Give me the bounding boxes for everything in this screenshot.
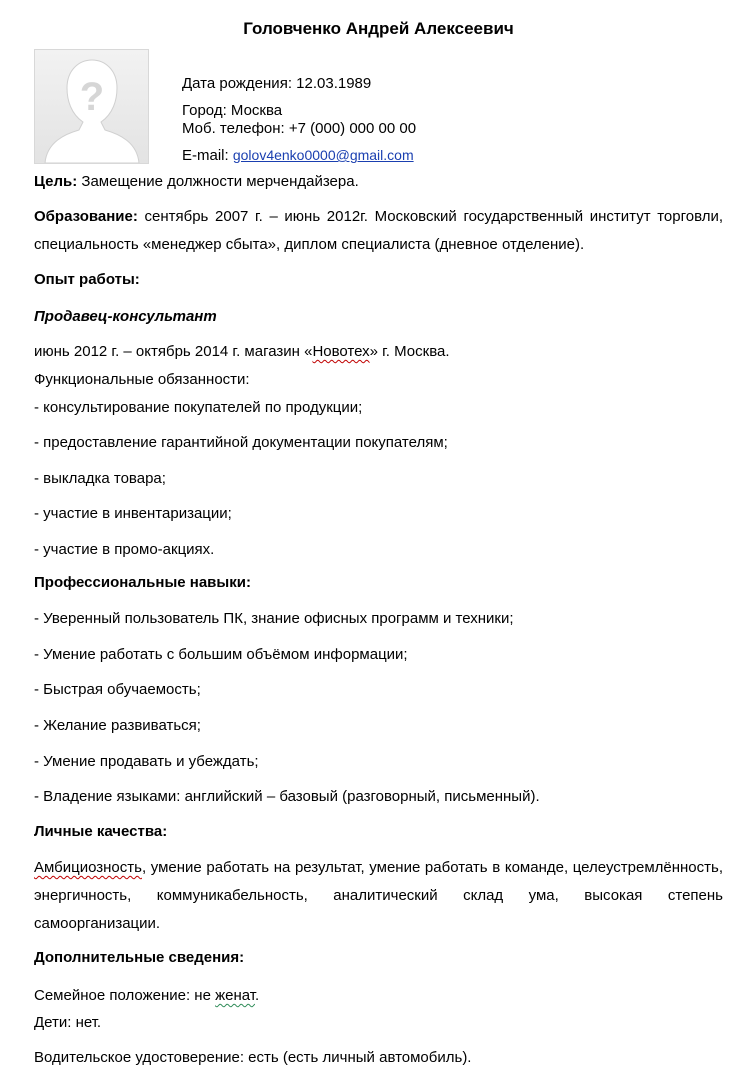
svg-text:?: ? <box>79 75 105 119</box>
additional-heading: Дополнительные сведения: <box>34 949 245 966</box>
skill-item: - Умение работать с большим объёмом информации; <box>34 646 408 663</box>
goal-line <box>34 173 359 190</box>
goal-text: Замещение должности мерчендайзера. <box>81 173 359 190</box>
marital-text-end: . <box>254 987 260 1004</box>
duty-item: - консультирование покупателей по продукции; <box>34 399 363 416</box>
period-text-end: » г. Москва. <box>369 343 450 360</box>
marital-word: женат <box>215 987 255 1004</box>
birth-date-label: Дата рождения: <box>182 75 292 92</box>
employment-period <box>34 343 450 360</box>
goal-label: Цель: <box>34 173 78 190</box>
children-line: Дети: нет. <box>34 1014 102 1031</box>
education-label: Образование: <box>34 208 138 225</box>
education-paragraph <box>34 203 723 259</box>
duty-item: - предоставление гарантийной документации покупателям; <box>34 434 448 451</box>
duty-item: - участие в промо-акциях. <box>34 541 215 558</box>
phone-label: Моб. телефон: <box>182 120 285 137</box>
email-link[interactable]: golov4enko0000@gmail.com <box>232 147 414 163</box>
city-value: Москва <box>230 102 283 119</box>
skills-heading: Профессиональные навыки: <box>34 574 251 591</box>
duty-item: - участие в инвентаризации; <box>34 505 232 522</box>
marital-status <box>34 987 259 1004</box>
personal-first-word: Амбициозность <box>34 859 142 876</box>
skill-item: - Владение языками: английский – базовый (разговорный, письменный). <box>34 788 540 805</box>
city-line <box>182 102 282 119</box>
email-line <box>182 147 414 164</box>
skill-item: - Уверенный пользователь ПК, знание офисных программ и техники; <box>34 610 514 627</box>
skill-item: - Умение продавать и убеждать; <box>34 753 259 770</box>
driver-license-line: Водительское удостоверение: есть (есть личный автомобиль). <box>34 1049 472 1066</box>
education-text: сентябрь 2007 г. – июнь 2012г. Московский государственный институт торговли, специальность «менеджер сбыта», диплом специалиста (дневное отделение). <box>34 208 723 253</box>
personal-paragraph <box>34 854 723 938</box>
skill-item: - Быстрая обучаемость; <box>34 681 201 698</box>
resume-name: Головченко Андрей Алексеевич <box>243 19 514 38</box>
person-silhouette-icon <box>35 50 148 163</box>
birth-date-value: 12.03.1989 <box>296 75 372 92</box>
duties-label: Функциональные обязанности: <box>34 371 250 388</box>
position-title: Продавец-консультант <box>34 308 217 325</box>
personal-text: , умение работать на результат, умение работать в команде, целеустремлённость, энергичность, коммуникабельность, аналитический склад ума, высокая степень самоорганизации. <box>34 859 723 932</box>
city-label: Город: <box>182 102 227 119</box>
marital-text-start: Семейное положение: не <box>34 987 216 1004</box>
personal-heading: Личные качества: <box>34 823 168 840</box>
profile-photo-placeholder <box>34 49 149 164</box>
phone-value: +7 (000) 000 00 00 <box>288 120 417 137</box>
experience-heading: Опыт работы: <box>34 271 140 288</box>
email-label: E-mail: <box>182 147 229 164</box>
phone-line <box>182 120 416 137</box>
period-text-start: июнь 2012 г. – октябрь 2014 г. магазин « <box>34 343 313 360</box>
duty-item: - выкладка товара; <box>34 470 166 487</box>
company-name: Новотех <box>312 343 370 360</box>
birth-date-line <box>182 75 371 92</box>
skill-item: - Желание развиваться; <box>34 717 201 734</box>
